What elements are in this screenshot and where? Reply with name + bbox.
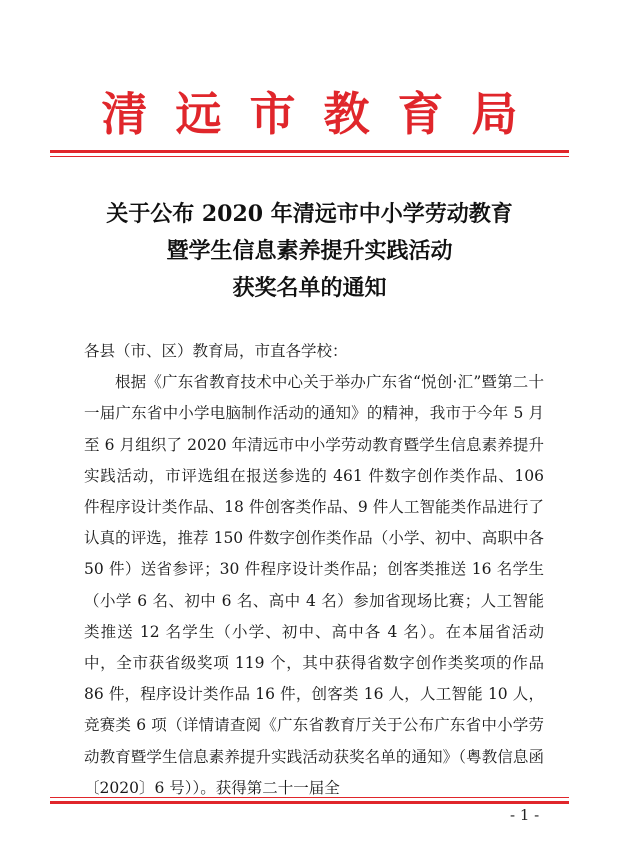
footer-divider-thin <box>50 797 569 798</box>
document-title <box>0 196 619 307</box>
page-number: - 1 - <box>510 806 540 824</box>
body-paragraph: 根据《广东省教育技术中心关于举办广东省“悦创·汇”暨第二十一届广东省中小学电脑制作活动的通知》的精神，我市于今年 5 月至 6 月组织了 2020 年清远市中小学劳动教育暨学生信息素养提升实践活动，市评选组在报送参选的 461 件数字创作类作品、106 件程序设计类作品、18 件创客类作品、9 件人工智能类作品进行了认真的评选，推荐 150 件数字创作类作品（小学、初中、高职中各 50 件）送省参评；30 件程序设计类作品；创客类推送 16 名学生（小学 6 名、初中 6 名、高中 4 名）参加省现场比赛；人工智能类推送 12 名学生（小学、初中、高中各 4 名）。在本届省活动中，全市获省级奖项 119 个，其中获得省数字创作类奖项的作品 86 件，程序设计类作品 16 件，创客类 16 人，人工智能 10 人，竞赛类 6 项（详情请查阅《广东省教育厅关于公布广东省中小学劳动教育暨学生信息素养提升实践活动获奖名单的通知》（粤教信息函〔2020〕6 号））。获得第二十一届全 <box>84 373 544 797</box>
document-title-line-1: 关于公布 2020 年清远市中小学劳动教育 <box>106 201 513 227</box>
document-title-line-3: 获奖名单的通知 <box>232 275 387 301</box>
issuing-authority-title: 清远市教育局 <box>101 87 546 141</box>
header-divider-thick <box>50 150 569 153</box>
document-title-line-2: 暨学生信息素养提升实践活动 <box>166 238 453 264</box>
salutation: 各县（市、区）教育局，市直各学校： <box>84 342 348 360</box>
document-body <box>84 336 544 804</box>
header-divider-thin <box>50 156 569 157</box>
footer-divider-thick <box>50 801 569 804</box>
